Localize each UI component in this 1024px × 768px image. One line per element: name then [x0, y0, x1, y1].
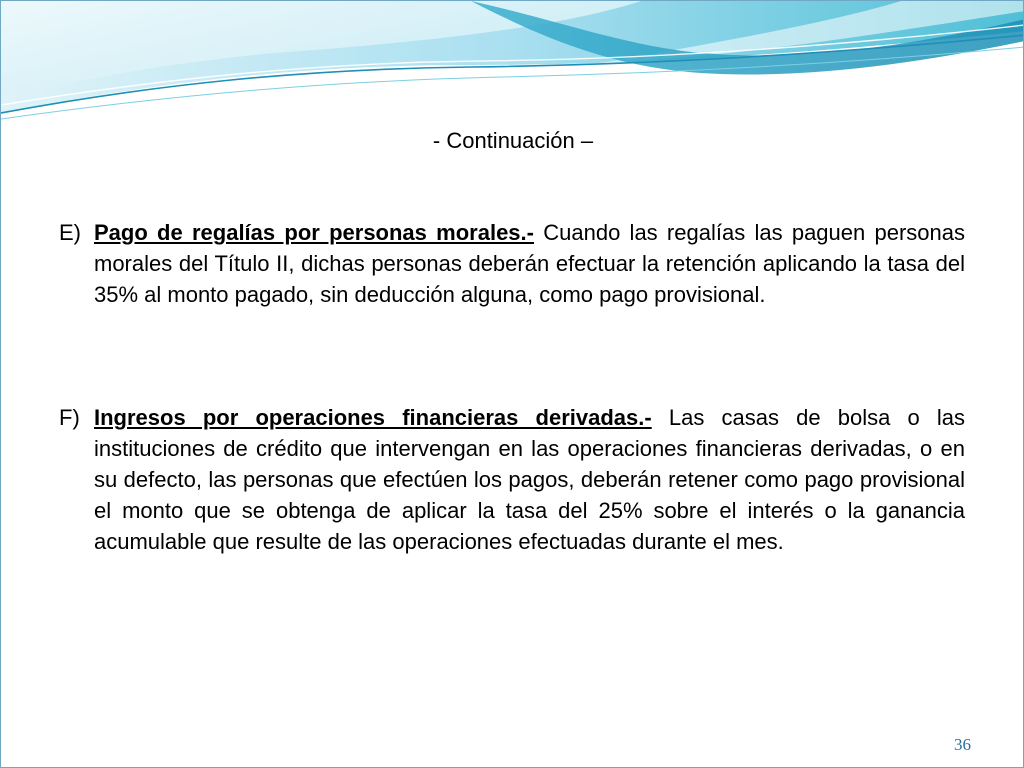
list-item-heading: Ingresos por operaciones financieras derivadas.-	[94, 405, 652, 430]
list-item-heading: Pago de regalías por personas morales.-	[94, 220, 534, 245]
list-item-letter: E)	[59, 220, 81, 245]
continuation-heading: - Continuación –	[432, 128, 594, 153]
list-item-body	[94, 217, 965, 310]
list-item-f	[59, 402, 965, 557]
list-item-e	[59, 217, 965, 310]
list-item-letter: F)	[59, 405, 80, 430]
list-item-text: Cuando las regalías las paguen personas morales del Título II, dichas personas deberán efectuar la retención aplicando la tasa del 35% al monto pagado, sin deducción alguna, como pago provisional.	[94, 220, 966, 307]
list-item-text: Las casas de bolsa o las instituciones de crédito que intervengan en las operaciones financieras derivadas, o en su defecto, las personas que efectúen los pagos, deberán retener como pago provisional el monto que se obtenga de aplicar la tasa del 25% sobre el interés o la ganancia acumulable que resulte de las operaciones efectuadas durante el mes.	[94, 405, 965, 554]
wave-header-decoration	[1, 1, 1024, 131]
page-number: 36	[954, 735, 971, 754]
list-item-body	[94, 402, 965, 557]
